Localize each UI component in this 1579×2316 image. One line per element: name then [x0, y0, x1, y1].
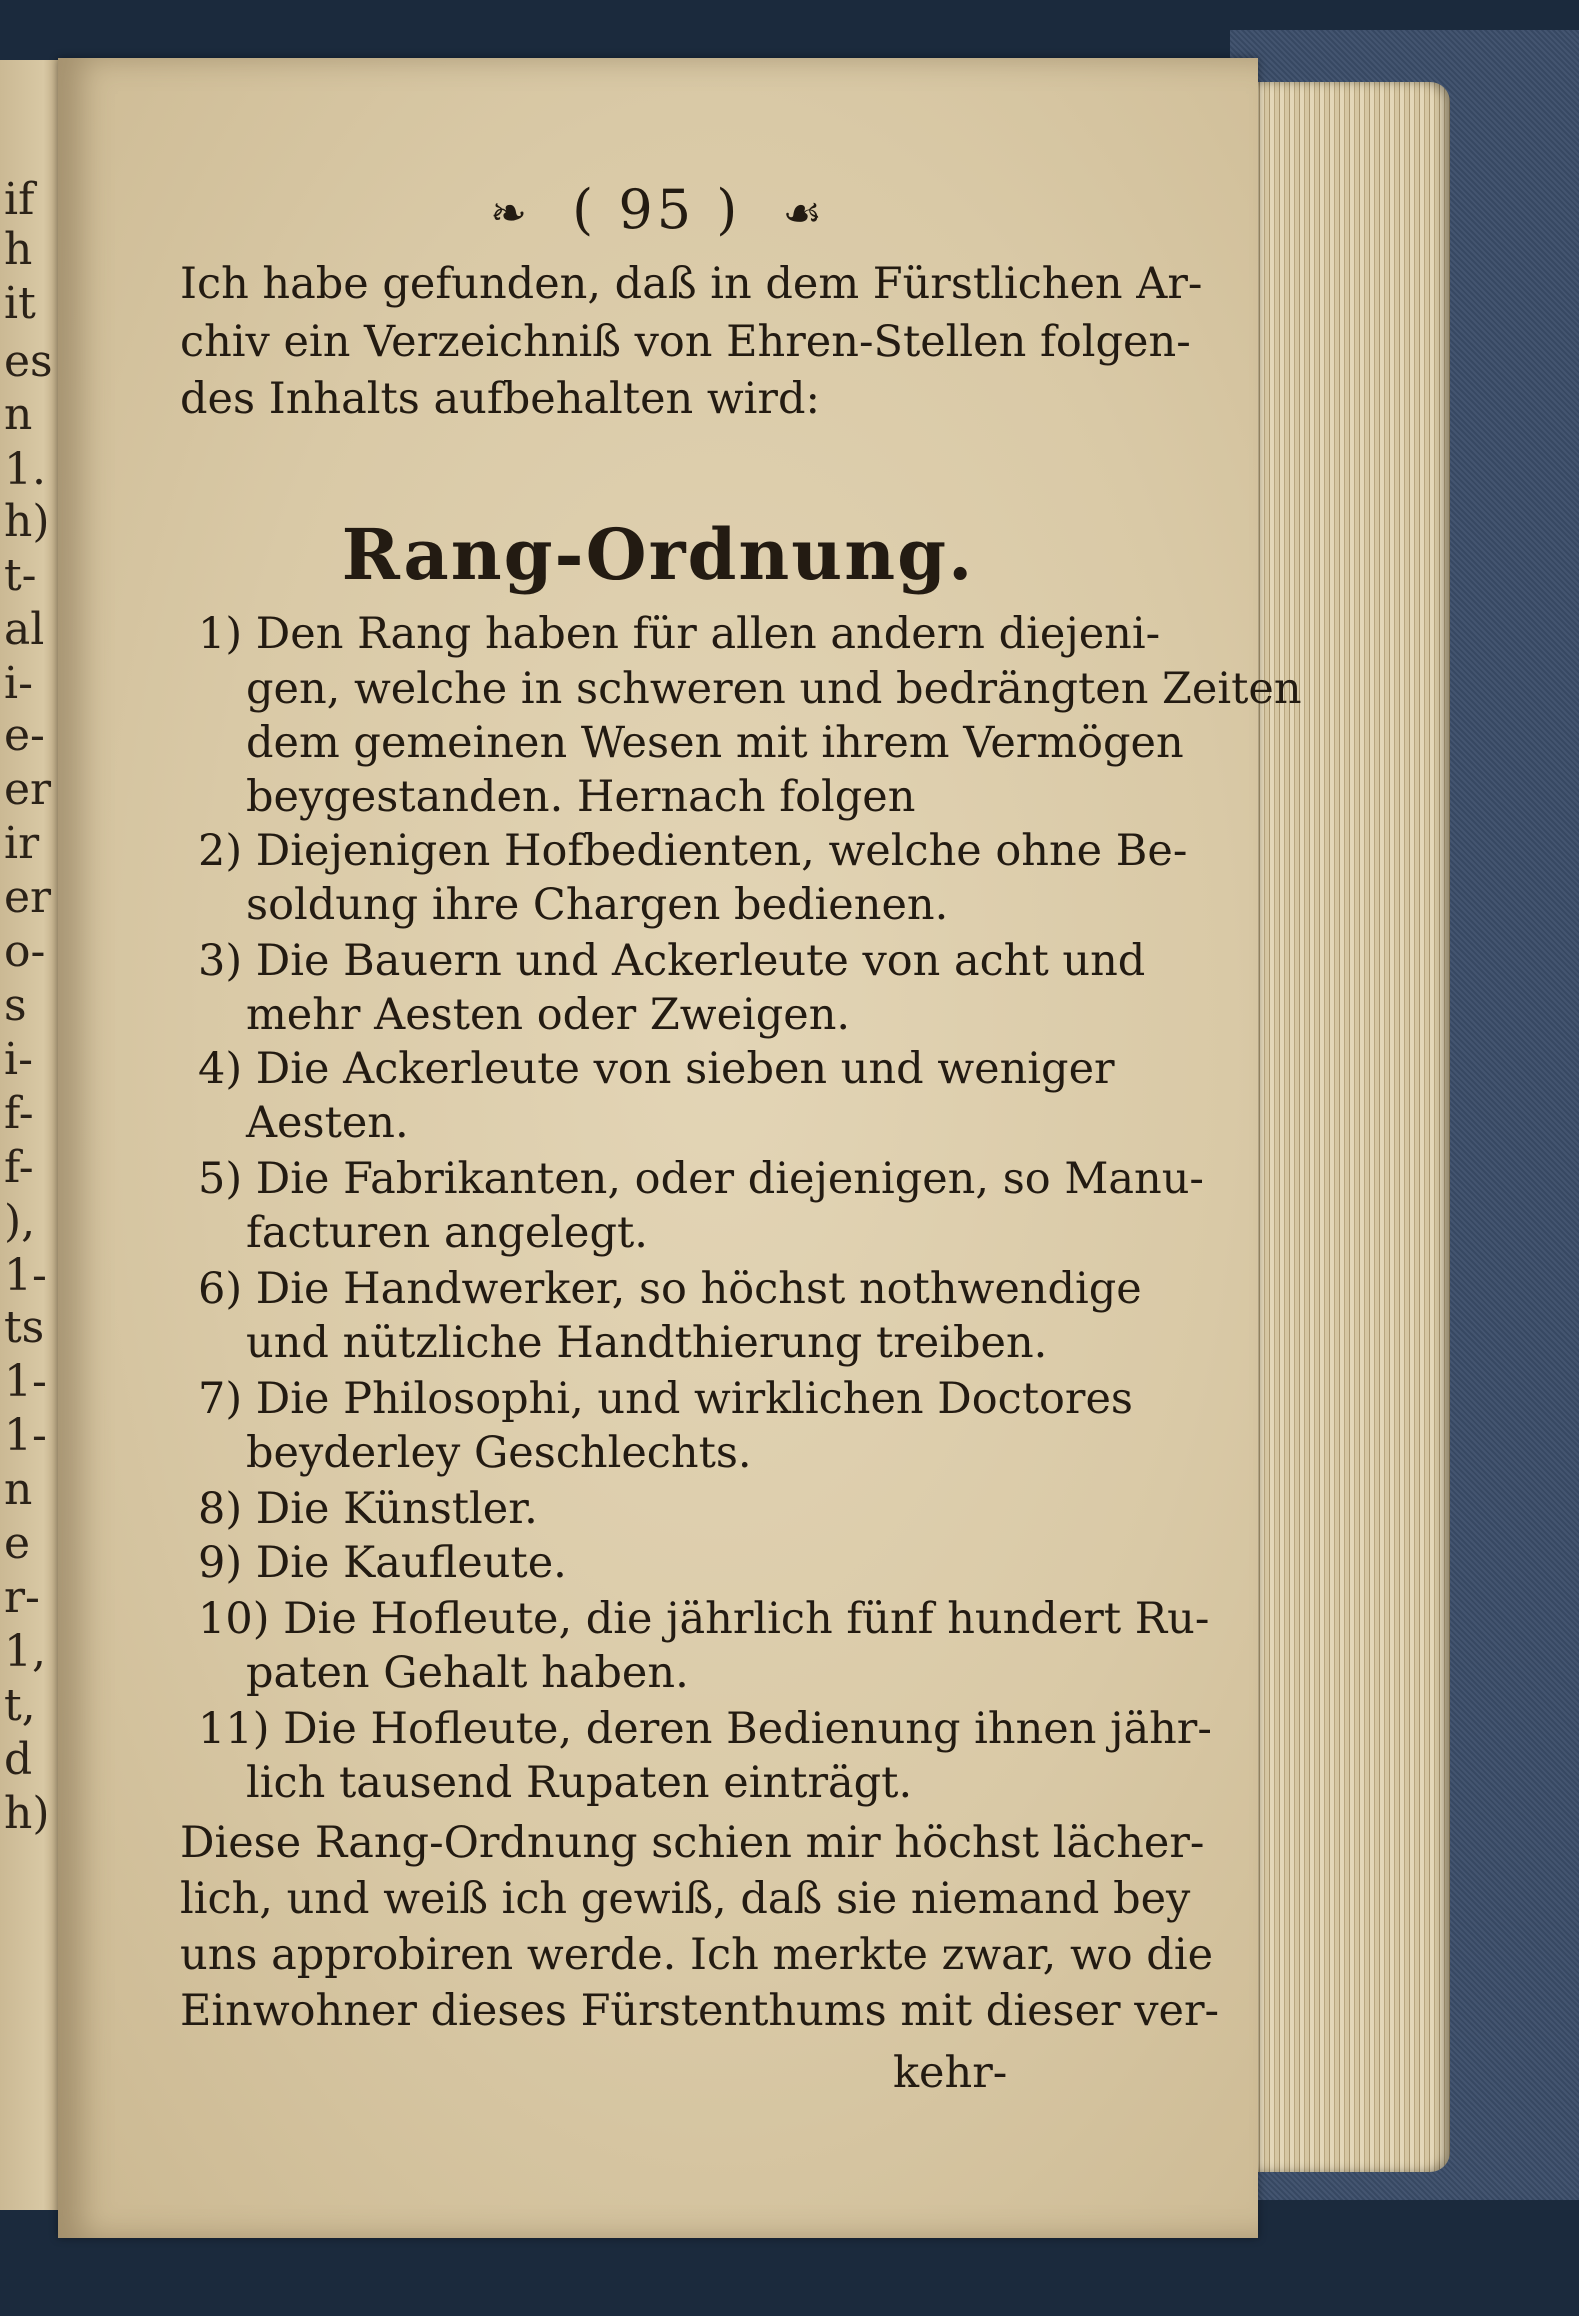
- list-item: 2) Diejenigen Hofbedienten, welche ohne Be-: [198, 826, 1188, 876]
- list-item: 10) Die Hofleute, die jährlich fünf hundert Ru-: [198, 1594, 1210, 1644]
- facing-fragment: i-: [4, 1034, 33, 1085]
- facing-fragment: n: [4, 389, 33, 440]
- header-ornament-left: ❧: [490, 188, 531, 239]
- list-item: dem gemeinen Wesen mit ihrem Vermögen: [246, 718, 1184, 768]
- page-text: [58, 58, 1302, 2238]
- facing-fragment: f-: [4, 1088, 34, 1139]
- page-header: [58, 178, 1258, 241]
- book-page: [58, 58, 1302, 2238]
- list-item: und nützliche Handthierung treiben.: [246, 1318, 1048, 1368]
- facing-fragment: n: [4, 1464, 33, 1515]
- facing-fragment: h): [4, 496, 50, 547]
- facing-fragment: h: [4, 224, 33, 275]
- list-item: 6) Die Handwerker, so höchst nothwendige: [198, 1264, 1142, 1314]
- intro-line: chiv ein Verzeichniß von Ehren-Stellen folgen-: [180, 317, 1191, 367]
- intro-line: des Inhalts aufbehalten wird:: [180, 374, 821, 424]
- facing-fragment: s: [4, 980, 27, 1031]
- facing-fragment: i-: [4, 658, 33, 709]
- list-item: 1) Den Rang haben für allen andern diejeni-: [198, 609, 1161, 659]
- intro-line: Ich habe gefunden, daß in dem Fürstlichen Ar-: [180, 259, 1203, 309]
- list-item: soldung ihre Chargen bedienen.: [246, 880, 949, 930]
- closing-line: uns approbiren werde. Ich merkte zwar, wo die: [180, 1930, 1214, 1980]
- list-item: beygestanden. Hernach folgen: [246, 772, 916, 822]
- facing-fragment: 1-: [4, 1410, 47, 1461]
- list-item: gen, welche in schweren und bedrängten Zeiten: [246, 664, 1302, 714]
- list-item: 8) Die Künstler.: [198, 1484, 538, 1534]
- facing-page: [0, 60, 62, 2210]
- page-number: ( 95 ): [572, 178, 742, 241]
- facing-fragment: h): [4, 1788, 50, 1839]
- list-item: 3) Die Bauern und Ackerleute von acht und: [198, 936, 1146, 986]
- facing-fragment: t-: [4, 550, 37, 601]
- facing-fragment: it: [4, 278, 36, 329]
- facing-fragment: al: [4, 604, 45, 655]
- list-item: lich tausend Rupaten einträgt.: [246, 1758, 913, 1808]
- facing-fragment: ),: [4, 1196, 36, 1247]
- list-item: 11) Die Hofleute, deren Bedienung ihnen jähr-: [198, 1704, 1212, 1754]
- list-item: facturen angelegt.: [246, 1208, 648, 1258]
- list-item: paten Gehalt haben.: [246, 1648, 689, 1698]
- facing-fragment: f-: [4, 1142, 34, 1193]
- facing-fragment: 1-: [4, 1250, 47, 1301]
- section-heading: Rang-Ordnung.: [341, 513, 975, 596]
- catchword: kehr-: [893, 2048, 1008, 2098]
- facing-fragment: r-: [4, 1572, 40, 1623]
- facing-fragment: er: [4, 764, 52, 815]
- facing-fragment: d: [4, 1734, 33, 1785]
- facing-fragment: e: [4, 1518, 31, 1569]
- facing-fragment: 1.: [4, 444, 46, 495]
- facing-fragment: ir: [4, 818, 40, 869]
- header-ornament-right: ☙: [782, 188, 826, 239]
- closing-line: Diese Rang-Ordnung schien mir höchst lächer-: [180, 1818, 1205, 1868]
- list-item: 7) Die Philosophi, und wirklichen Doctores: [198, 1374, 1133, 1424]
- facing-fragment: if: [4, 174, 35, 225]
- facing-fragment: e-: [4, 710, 45, 761]
- list-item: 9) Die Kaufleute.: [198, 1538, 567, 1588]
- facing-fragment: 1,: [4, 1626, 46, 1677]
- list-item: mehr Aesten oder Zweigen.: [246, 990, 851, 1040]
- closing-line: Einwohner dieses Fürstenthums mit dieser ver-: [180, 1986, 1220, 2036]
- facing-fragment: ts: [4, 1302, 45, 1353]
- page-edges: [1240, 82, 1450, 2172]
- facing-fragment: 1-: [4, 1356, 47, 1407]
- list-item: Aesten.: [246, 1098, 409, 1148]
- facing-fragment: er: [4, 872, 52, 923]
- closing-line: lich, und weiß ich gewiß, daß sie niemand bey: [180, 1874, 1191, 1924]
- list-item: 4) Die Ackerleute von sieben und weniger: [198, 1044, 1115, 1094]
- facing-fragment: o-: [4, 926, 46, 977]
- facing-fragment: es: [4, 336, 53, 387]
- list-item: 5) Die Fabrikanten, oder diejenigen, so Manu-: [198, 1154, 1204, 1204]
- facing-fragment: t,: [4, 1680, 36, 1731]
- list-item: beyderley Geschlechts.: [246, 1428, 752, 1478]
